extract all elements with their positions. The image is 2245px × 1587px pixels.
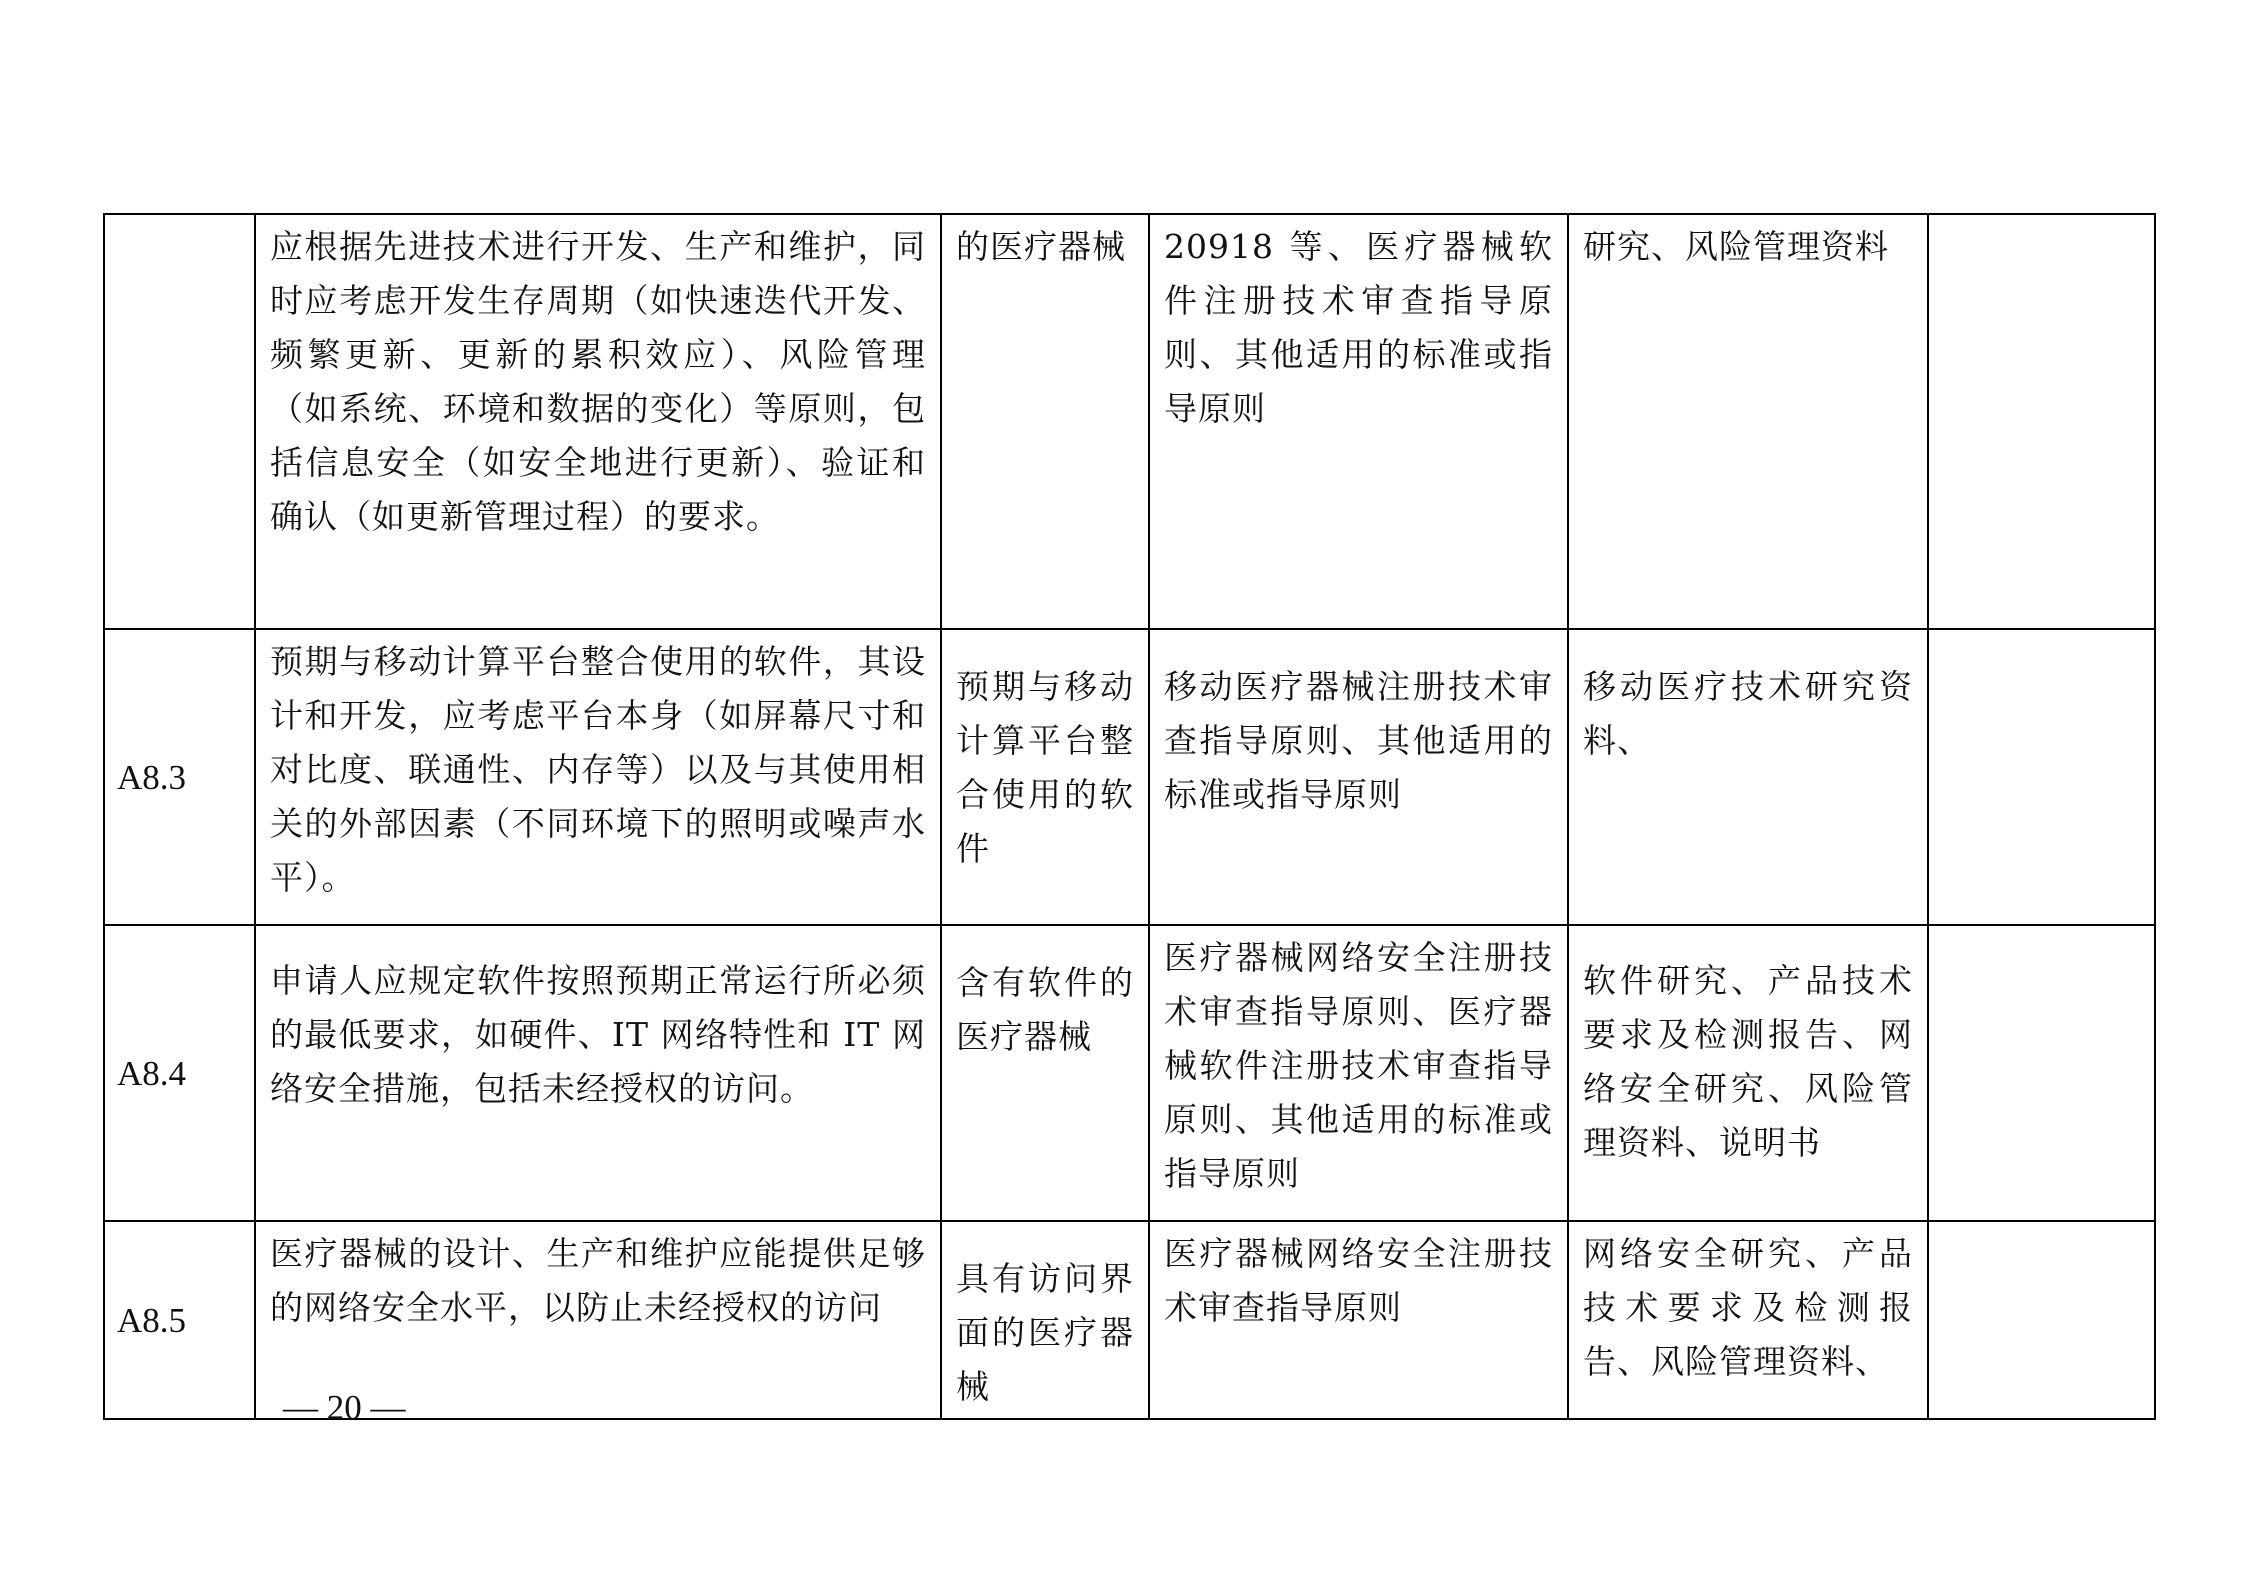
table-row (104, 214, 2155, 629)
requirements-table (103, 213, 2156, 1420)
note-cell (1928, 214, 2155, 629)
evidence-cell: 研究、风险管理资料 (1568, 214, 1928, 629)
note-cell (1928, 629, 2155, 925)
table-row (104, 629, 2155, 925)
page-number: — 20 — (283, 1388, 406, 1427)
evidence-cell: 移动医疗技术研究资料、 (1568, 629, 1928, 925)
applicable-devices-cell: 的医疗器械 (941, 214, 1149, 629)
requirement-cell: 应根据先进技术进行开发、生产和维护，同时应考虑开发生存周期（如快速迭代开发、频繁更新、更新的累积效应）、风险管理（如系统、环境和数据的变化）等原则，包括信息安全（如安全地进行更新）、验证和确认（如更新管理过程）的要求。 (255, 214, 941, 629)
requirement-cell: 申请人应规定软件按照预期正常运行所必须的最低要求，如硬件、IT 网络特性和 IT 网络安全措施，包括未经授权的访问。 (255, 925, 941, 1221)
clause-id-cell: A8.4 (104, 925, 255, 1221)
clause-id-cell: A8.3 (104, 629, 255, 925)
clause-id-cell: A8.5 (104, 1221, 255, 1419)
note-cell (1928, 925, 2155, 1221)
standards-cell: 20918 等、医疗器械软件注册技术审查指导原则、其他适用的标准或指导原则 (1149, 214, 1568, 629)
applicable-devices-cell: 预期与移动计算平台整合使用的软件 (941, 629, 1149, 925)
table-row (104, 1221, 2155, 1419)
standards-cell: 移动医疗器械注册技术审查指导原则、其他适用的标准或指导原则 (1149, 629, 1568, 925)
note-cell (1928, 1221, 2155, 1419)
applicable-devices-cell: 含有软件的医疗器械 (941, 925, 1149, 1221)
requirement-cell: 预期与移动计算平台整合使用的软件，其设计和开发，应考虑平台本身（如屏幕尺寸和对比度、联通性、内存等）以及与其使用相关的外部因素（不同环境下的照明或噪声水平）。 (255, 629, 941, 925)
applicable-devices-cell: 具有访问界面的医疗器械 (941, 1221, 1149, 1419)
standards-cell: 医疗器械网络安全注册技术审查指导原则 (1149, 1221, 1568, 1419)
table-row (104, 925, 2155, 1221)
requirement-cell: 医疗器械的设计、生产和维护应能提供足够的网络安全水平，以防止未经授权的访问 (255, 1221, 941, 1419)
standards-cell: 医疗器械网络安全注册技术审查指导原则、医疗器械软件注册技术审查指导原则、其他适用的标准或指导原则 (1149, 925, 1568, 1221)
clause-id-cell (104, 214, 255, 629)
evidence-cell: 网络安全研究、产品技术要求及检测报告、风险管理资料、 (1568, 1221, 1928, 1419)
evidence-cell: 软件研究、产品技术要求及检测报告、网络安全研究、风险管理资料、说明书 (1568, 925, 1928, 1221)
